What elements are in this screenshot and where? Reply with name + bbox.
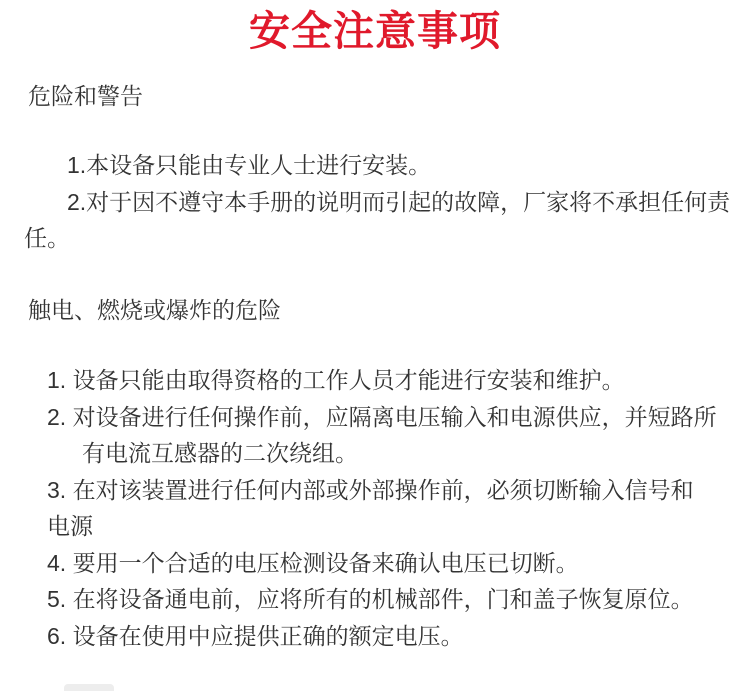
page-title: 安全注意事项	[249, 8, 501, 54]
list-item-line: 1.本设备只能由专业人士进行安装。	[67, 152, 432, 178]
section-heading-shock-burn-explosion-risk: 触电、燃烧或爆炸的危险	[28, 297, 281, 323]
list-item-line: 2.对于因不遵守本手册的说明而引起的故障，厂家将不承担任何责	[67, 188, 731, 215]
list-item-line: 2. 对设备进行任何操作前，应隔离电压输入和电源供应，并短路所	[47, 403, 717, 430]
list-item-line: 4. 要用一个合适的电压检测设备来确认电压已切断。	[47, 549, 579, 576]
list-item-line: 3. 在对该装置进行任何内部或外部操作前，必须切断输入信号和	[47, 476, 694, 503]
list-item-line: 6. 设备在使用中应提供正确的额定电压。	[47, 622, 464, 649]
cutoff-gray-element	[64, 684, 114, 691]
list-item-continuation-line: 电源	[47, 513, 93, 539]
list-item-continuation-line: 有电流互感器的二次绕组。	[82, 440, 358, 466]
section-heading-danger-and-warning: 危险和警告	[28, 83, 143, 109]
list-item-line: 1. 设备只能由取得资格的工作人员才能进行安装和维护。	[47, 367, 625, 393]
danger-warning-list	[0, 147, 750, 257]
shock-risk-list	[0, 362, 750, 654]
list-item-continuation-line: 任。	[24, 225, 70, 251]
list-item-line: 5. 在将设备通电前，应将所有的机械部件，门和盖子恢复原位。	[47, 586, 694, 612]
